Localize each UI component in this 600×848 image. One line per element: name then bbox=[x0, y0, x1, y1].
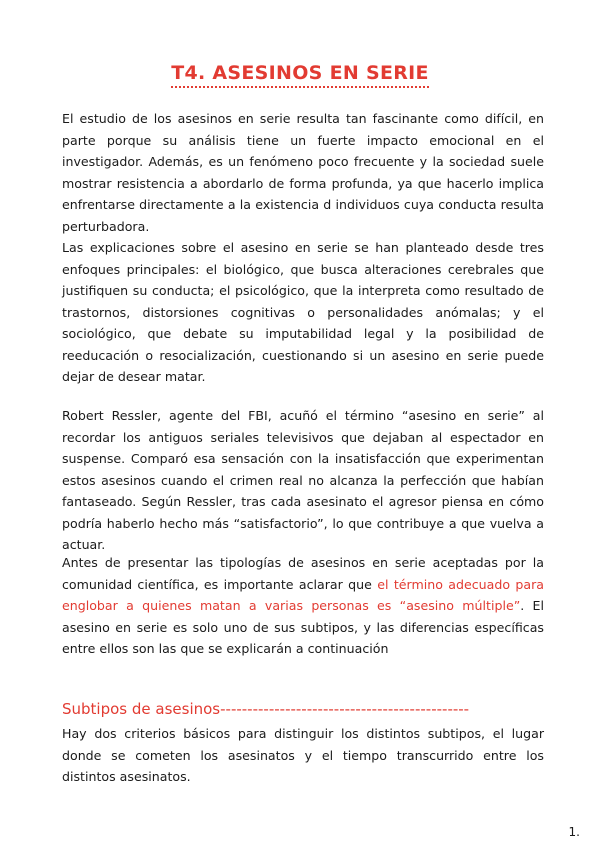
paragraph-approaches: Las explicaciones sobre el asesino en serie se han planteado desde tres enfoques principales: el biológico, que busca alteraciones cerebrales que justifiquen su conducta; el psicológico, que la interpreta como resultado de trastornos, distorsiones cognitivas o personalidades anómalas; y el sociológico, que debate su imputabilidad legal y la posibilidad de reeducación o resocialización, cuestionando si un asesino en serie puede dejar de desear matar. bbox=[62, 240, 544, 384]
page-number: 1. bbox=[568, 825, 580, 839]
paragraph-intro: El estudio de los asesinos en serie resulta tan fascinante como difícil, en parte porque su análisis tiene un fuerte impacto emocional en el investigador. Además, es un fenómeno poco frecuente y la sociedad suele mostrar resistencia a abordarlo de forma profunda, ya que hacerlo implica enfrentarse directamente a la existencia d individuos cuya conducta resulta perturbadora. bbox=[62, 111, 544, 234]
paragraph-multiple-killer bbox=[62, 552, 544, 660]
paragraph-multiple-killer-text-1: Antes de presentar las tipologías de asesinos en serie aceptadas por la comunidad científica, es importante aclarar que bbox=[62, 555, 544, 592]
section-heading-subtypes: Subtipos de asesinos---------------------------------------------- bbox=[62, 700, 470, 718]
document-title bbox=[0, 62, 600, 88]
document-title-text: T4. ASESINOS EN SERIE bbox=[171, 62, 429, 88]
highlighted-definition: el término adecuado para englobar a quienes matan a varias personas es “asesino múltiple” bbox=[62, 576, 544, 613]
paragraph-criteria: Hay dos criterios básicos para distinguir los distintos subtipos, el lugar donde se cometen los asesinatos y el tiempo transcurrido entre los distintos asesinatos. bbox=[62, 726, 544, 784]
paragraph-ressler: Robert Ressler, agente del FBI, acuñó el término “asesino en serie” al recordar los antiguos seriales televisivos que dejaban al espectador en suspense. Comparó esa sensación con la insatisfacción que experimentan estos asesinos cuando el crimen real no alcanza la perfección que habían fantaseado. Según Ressler, tras cada asesinato el agresor piensa en cómo podría haberlo hecho más “satisfactorio”, lo que contribuye a que vuelva a actuar. bbox=[62, 408, 544, 552]
paragraph-multiple-killer-text-2: . El asesino en serie es solo uno de sus subtipos, y las diferencias específicas entre ellos son las que se explicarán a continuación bbox=[62, 598, 544, 656]
